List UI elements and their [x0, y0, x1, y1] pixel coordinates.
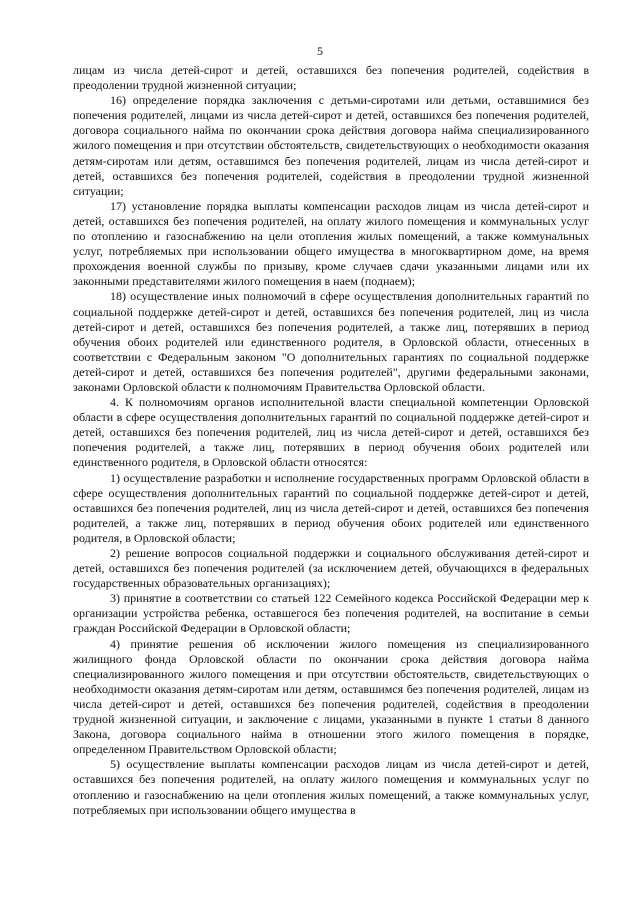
paragraph-subitem-1: 1) осуществление разработки и исполнение государственных программ Орловской области в сфере осуществления дополнительных гарантий по социальной поддержке детей-сирот и детей, оставшихся без попечения родителей, лиц из числа детей-сирот и детей, оставшихся без попечения родителей, а также лиц, потерявших в период обучения обоих родителей или единственного родителя, в Орловской области; — [73, 470, 589, 545]
paragraph-subitem-2: 2) решение вопросов социальной поддержки и социального обслуживания детей-сирот и детей, оставшихся без попечения родителей (за исключением детей, обучающихся в федеральных государственных образовательных организациях); — [73, 546, 589, 591]
paragraph-item-17: 17) установление порядка выплаты компенсации расходов лицам из числа детей-сирот и детей, оставшихся без попечения родителей, на оплату жилого помещения и коммунальных услуг по отоплению и газоснабжению на цели отопления жилых помещений, а также коммунальных услуг, потребляемых при использовании общего имущества в многоквартирном доме, на время прохождения военной службы по призыву, кроме случаев сдачи указанными лицами или их законными представителями жилого помещения в наем (поднаем); — [73, 198, 589, 289]
paragraph-continuation: лицам из числа детей-сирот и детей, оставшихся без попечения родителей, содействия в преодолении трудной жизненной ситуации; — [73, 63, 589, 93]
paragraph-item-16: 16) определение порядка заключения с детьми-сиротами или детьми, оставшимися без попечения родителей, лицами из числа детей-сирот и детей, оставшихся без попечения родителей, договора социального найма по окончании срока действия договора найма специализированного жилого помещения и при отсутствии обстоятельств, свидетельствующих о необходимости оказания детям-сиротам или детям, оставшимся без попечения родителей, лицам из числа детей-сирот и детей, оставшихся без попечения родителей, содействия в преодолении трудной жизненной ситуации; — [73, 93, 589, 198]
paragraph-section-4: 4. К полномочиям органов исполнительной власти специальной компетенции Орловской области в сфере осуществления дополнительных гарантий по социальной поддержке детей-сирот и детей, оставшихся без попечения родителей, лиц из числа детей-сирот и детей, оставшихся без попечения родителей, а также лиц, потерявших в период обучения обоих родителей или единственного родителя, в Орловской области относятся: — [73, 395, 589, 470]
paragraph-subitem-4: 4) принятие решения об исключении жилого помещения из специализированного жилищного фонда Орловской области по окончании срока действия договора найма специализированного жилого помещения и при отсутствии обстоятельств, свидетельствующих о необходимости оказания детям-сиротам или детям, оставшимся без попечения родителей, лицам из числа детей-сирот и детей, оставшихся без попечения родителей, содействия в преодолении трудной жизненной ситуации, и заключение с лицами, указанными в пункте 1 статьи 8 данного Закона, договора социального найма в отношении этого жилого помещения в порядке, определенном Правительством Орловской области; — [73, 636, 589, 757]
paragraph-item-18: 18) осуществление иных полномочий в сфере осуществления дополнительных гарантий по социальной поддержке детей-сирот и детей, оставшихся без попечения родителей, лиц из числа детей-сирот и детей, оставшихся без попечения родителей, а также лиц, потерявших в период обучения обоих родителей или единственного родителя, в Орловской области, отнесенных в соответствии с Федеральным законом "О дополнительных гарантиях по социальной поддержке детей-сирот и детей, оставшихся без попечения родителей", другими федеральными законами, законами Орловской области к полномочиям Правительства Орловской области. — [73, 289, 589, 394]
document-body — [73, 63, 589, 818]
paragraph-subitem-3: 3) принятие в соответствии со статьей 122 Семейного кодекса Российской Федерации мер к организации устройства ребенка, оставшегося без попечения родителей, на воспитание в семьи граждан Российской Федерации в Орловской области; — [73, 591, 589, 636]
paragraph-subitem-5: 5) осуществление выплаты компенсации расходов лицам из числа детей-сирот и детей, оставшихся без попечения родителей, на оплату жилого помещения и коммунальных услуг по отоплению и газоснабжению на цели отопления жилых помещений, а также коммунальных услуг, потребляемых при использовании общего имущества в — [73, 757, 589, 817]
page-number: 5 — [317, 44, 323, 58]
